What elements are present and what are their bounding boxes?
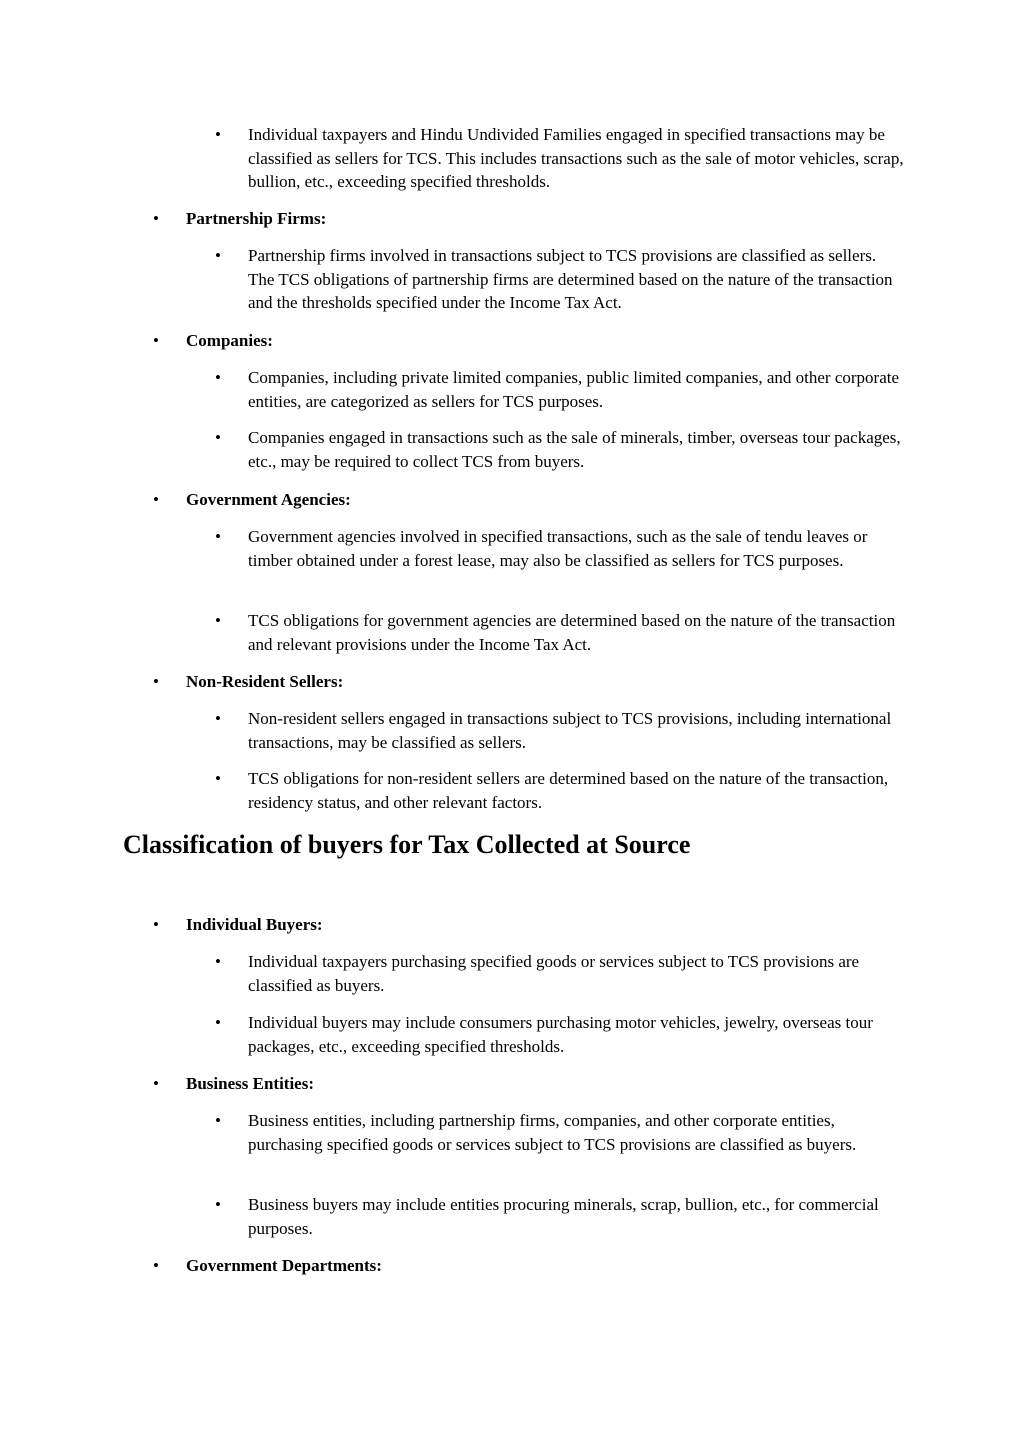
bullet-icon: •	[153, 209, 159, 228]
list-item-text: Companies, including private limited companies, public limited companies, and other corporate entities, are categorized as sellers for TCS purposes.	[248, 368, 900, 411]
bullet-icon: •	[215, 527, 221, 546]
bullet-icon: •	[215, 952, 221, 971]
list-item-text: Government agencies involved in specified transactions, such as the sale of tendu leaves or timber obtained under a forest lease, may also be classified as sellers for TCS purposes.	[248, 527, 868, 570]
bullet-icon: •	[215, 246, 221, 265]
list-heading: Business Entities:	[186, 1074, 314, 1093]
list-item-text: Business entities, including partnership firms, companies, and other corporate entities, purchasing specified goods or services subject to TCS provisions are classified as buyers.	[248, 1111, 857, 1154]
bullet-icon: •	[215, 428, 221, 447]
bullet-icon: •	[153, 1256, 159, 1275]
list-item-text: Companies engaged in transactions such as the sale of minerals, timber, overseas tour packages, etc., may be required to collect TCS from buyers.	[248, 428, 901, 471]
bullet-icon: •	[153, 331, 159, 350]
list-item-text: TCS obligations for non-resident sellers are determined based on the nature of the transaction, residency status, and other relevant factors.	[248, 769, 889, 812]
list-heading: Non-Resident Sellers:	[186, 672, 344, 691]
bullet-icon: •	[215, 709, 221, 728]
list-item-text: Individual buyers may include consumers purchasing motor vehicles, jewelry, overseas tour packages, etc., exceeding specified thresholds.	[248, 1013, 873, 1056]
bullet-icon: •	[153, 1074, 159, 1093]
bullet-icon: •	[215, 1111, 221, 1130]
list-item-text: Individual taxpayers purchasing specified goods or services subject to TCS provisions are classified as buyers.	[248, 952, 860, 995]
list-item-text: TCS obligations for government agencies are determined based on the nature of the transaction and relevant provisions under the Income Tax Act.	[248, 611, 896, 654]
bullet-icon: •	[153, 915, 159, 934]
list-item-text: Individual taxpayers and Hindu Undivided Families engaged in specified transactions may be classified as sellers for TCS. This includes transactions such as the sale of motor vehicles, scrap, bullion, etc., exceeding specified thresholds.	[248, 125, 904, 191]
list-heading: Government Agencies:	[186, 490, 351, 509]
list-item-text: Partnership firms involved in transactions subject to TCS provisions are classified as sellers. The TCS obligations of partnership firms are determined based on the nature of the transaction and the thresholds specified under the Income Tax Act.	[248, 246, 893, 312]
list-item-text: Business buyers may include entities procuring minerals, scrap, bullion, etc., for commercial purposes.	[248, 1195, 879, 1238]
bullet-icon: •	[215, 1195, 221, 1214]
bullet-icon: •	[215, 611, 221, 630]
list-heading: Partnership Firms:	[186, 209, 327, 228]
bullet-icon: •	[215, 1013, 221, 1032]
list-item-text: Non-resident sellers engaged in transactions subject to TCS provisions, including international transactions, may be classified as sellers.	[248, 709, 892, 752]
bullet-icon: •	[153, 490, 159, 509]
list-heading: Individual Buyers:	[186, 915, 323, 934]
bullet-icon: •	[215, 769, 221, 788]
bullet-icon: •	[215, 368, 221, 387]
list-heading: Government Departments:	[186, 1256, 382, 1275]
bullet-icon: •	[153, 672, 159, 691]
bullet-icon: •	[215, 125, 221, 144]
section-heading: Classification of buyers for Tax Collected at Source	[123, 830, 691, 859]
list-heading: Companies:	[186, 331, 273, 350]
